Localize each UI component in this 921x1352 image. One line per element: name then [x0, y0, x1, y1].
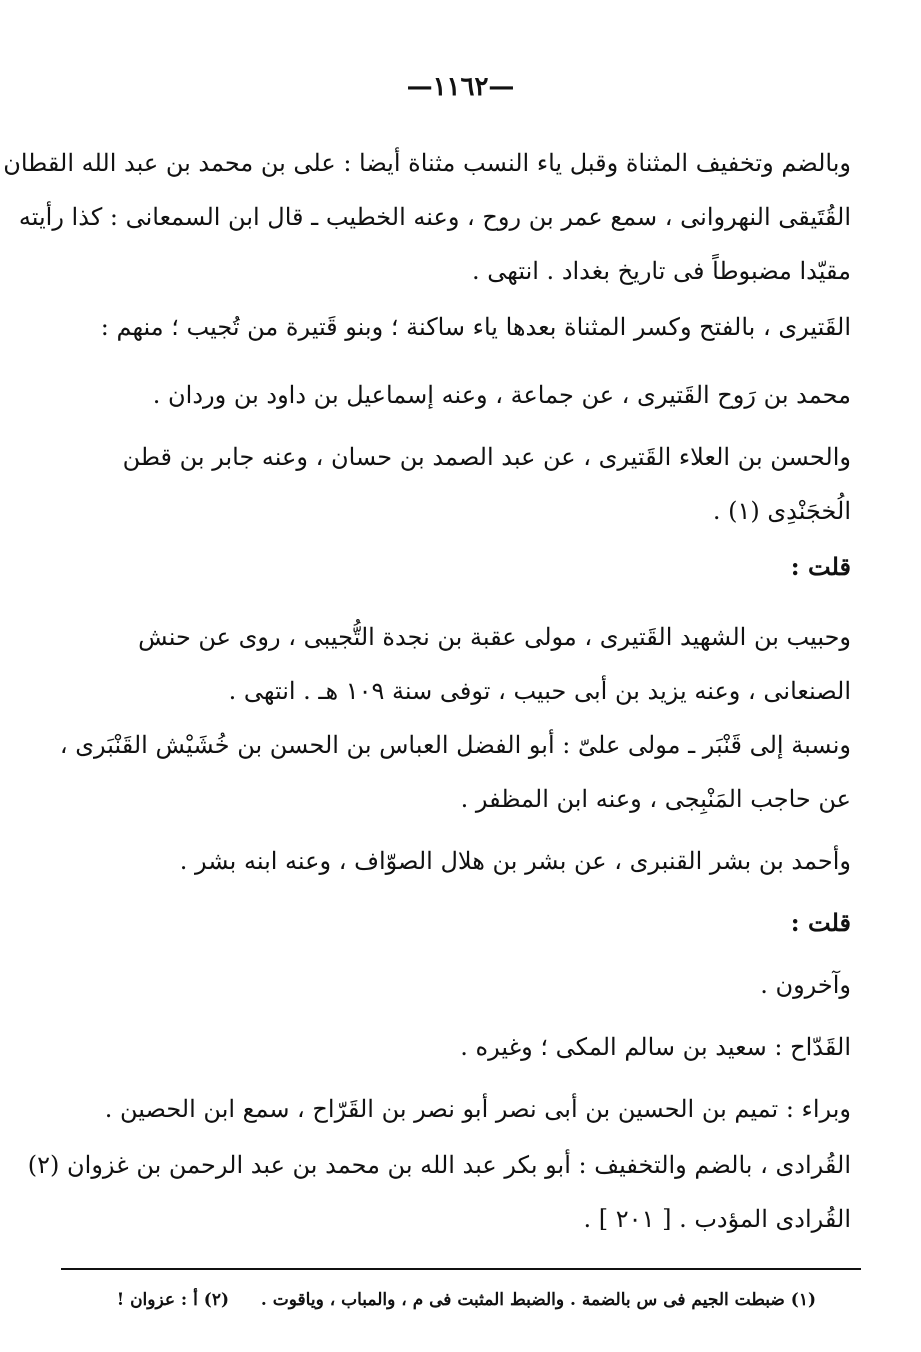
footnote: (١) ضبطت الجيم فى س بالضمة . والضبط المثبت فى م ، والمباب ، وياقوت .	[260, 1290, 816, 1310]
text-line: القَدّاح : سعيد بن سالم المكى ؛ وغيره .	[460, 1033, 851, 1061]
text-line: ونسبة إلى قَنْبَر ـ مولى علىّ : أبو الفضل العباس بن الحسن بن خُشَيْش القَنْبَرى ،	[59, 731, 851, 759]
text-line: وحبيب بن الشهيد القَتيرى ، مولى عقبة بن نجدة التُّجيبى ، روى عن حنش	[138, 623, 851, 651]
footnote: (٢) أ : عزوان !	[116, 1290, 229, 1310]
text-line: وبراء : تميم بن الحسين بن أبى نصر أبو نصر بن القَرّاح ، سمع ابن الحصين .	[104, 1095, 851, 1123]
page-number: —١١٦٢—	[406, 72, 515, 102]
paragraph	[59, 718, 851, 826]
text-line: القُرادى ، بالضم والتخفيف : أبو بكر عبد الله بن محمد بن عبد الرحمن بن غزوان (٢)	[27, 1151, 851, 1179]
paragraph	[71, 1082, 851, 1136]
text-line: القَتيرى ، بالفتح وكسر المثناة بعدها ياء ساكنة ؛ وبنو قَتيرة من تُجيب ؛ منهم :	[100, 313, 851, 341]
paragraph	[27, 1138, 851, 1246]
paragraph	[71, 300, 851, 354]
paragraph	[71, 430, 851, 538]
text-line: محمد بن رَوح القَتيرى ، عن جماعة ، وعنه إسماعيل بن داود بن وردان .	[152, 381, 851, 409]
paragraph	[71, 958, 851, 1012]
paragraph	[71, 610, 851, 718]
text-line: وآخرون .	[760, 971, 851, 999]
paragraph	[71, 834, 851, 888]
text-line: القُرادى المؤدب . [ ٢٠١ ] .	[583, 1205, 851, 1233]
text-line: مقيّدا مضبوطاً فى تاريخ بغداد . انتهى .	[472, 257, 851, 285]
text-line: الُخجَنْدِى (١) .	[712, 497, 851, 525]
text-line: القُتَيقى النهروانى ، سمع عمر بن روح ، وعنه الخطيب ـ قال ابن السمعانى : كذا رأيته	[18, 203, 851, 231]
paragraph	[71, 368, 851, 422]
section-heading	[71, 540, 851, 594]
section-heading	[71, 896, 851, 950]
paragraph	[71, 1020, 851, 1074]
text-line: قلت :	[790, 908, 851, 937]
footnotes	[56, 1290, 816, 1310]
text-line: وبالضم وتخفيف المثناة وقبل ياء النسب مثناة أيضا : على بن محمد بن عبد الله القطان	[3, 149, 851, 177]
paragraph	[3, 136, 851, 298]
footnote-divider	[61, 1268, 861, 1270]
text-line: والحسن بن العلاء القَتيرى ، عن عبد الصمد بن حسان ، وعنه جابر بن قطن	[122, 443, 851, 471]
text-line: الصنعانى ، وعنه يزيد بن أبى حبيب ، توفى سنة ١٠٩ هـ . انتهى .	[228, 677, 851, 705]
text-line: قلت :	[790, 552, 851, 581]
text-line: وأحمد بن بشر القنبرى ، عن بشر بن هلال الصوّاف ، وعنه ابنه بشر .	[179, 847, 851, 875]
text-line: عن حاجب المَنْبِجى ، وعنه ابن المظفر .	[460, 785, 851, 813]
